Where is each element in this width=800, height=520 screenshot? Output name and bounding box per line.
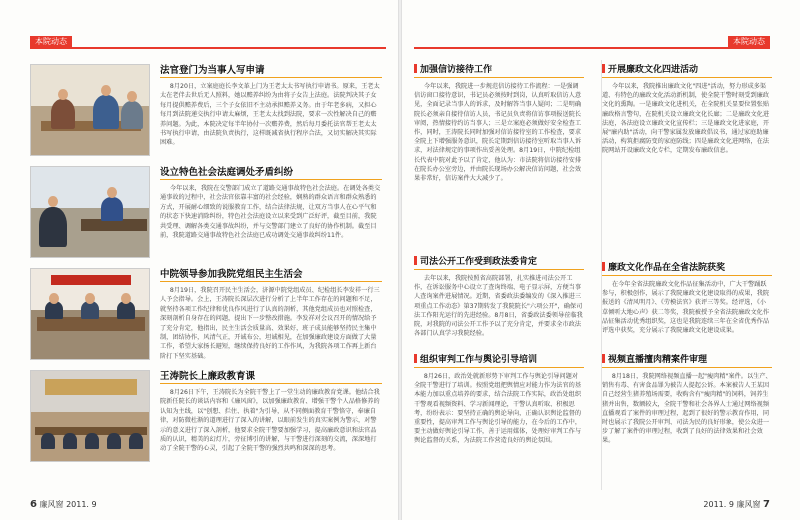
article-title: 视频直播擅肉精案件审理 [602,354,772,368]
page-number-left: 6 [30,499,37,510]
story-body: 8月20日，立案庭庭长李文革上门为王老太太书写执行申请书。原来，王老太太在老伴去世后无人照料，她以赡养纠纷为由将子女告上法庭。法院判决其子女每月提供赡养费后，三个子女依旧不主动承担赡养义务。由于年老多病，又担心每月到法院递交执行申请太麻烦，王老太太找到法院，要求一次性解决自己的赡养问题。为此，本院决定每半年协付一次赡养费，然后每月委托法官帮王老太太书写执行申请，由法院负责执行，这样既减省执行程序合法，又切实解决其实际困难。 [160,83,380,147]
publication-name: 廉风窗 [39,500,64,509]
publication-name: 廉风窗 [736,500,761,509]
article-title: 廉政文化作品在全省法院获奖 [602,262,772,276]
article-body: 去年以来，我院按照省高院部署，扎实推进司法公开工作，在诉讼服务中心设立了查询终端、电子显示屏，方便当事人查询案件进展情况。近期，省委政法委编发的《深入推进三项重点工作动态》第37期转发了我院院长"六项公开"，确保司法工作阳光运行的先进经验。8月8日，省委政法委领导莅临我院，对我院的司法公开工作予以了充分肯定，并要求全市政法各部门认真学习我院经验。 [414,275,583,338]
article-body: 今年以来，我院进一步规范信访接待工作流程：一是强调信访窗口接待意识，书记员必须按时到岗，认真听取信访人意见，全面记录当事人的诉求，及时解答当事人疑问；二是明确院长必须亲自接待信访人员，书记员负责将信访事项报送院长审阅，热情接待约访当事人；三是立案庭必须做好安全检查工作，同时，王涛院长同时加强对信访接待室的工作检查，要求全院上下增强服务意识，院长定期到信访接待室听取当事人诉求，对法律规定的事项作出妥善处理。8月19日，中院纪检组长代表中院对此予以了肯定，他认为：市法院将信访接待安排在院长办公室旁边，并由院长现场办公解决信访问题，社会效果非常好，信访案件大大减少了。 [414,83,582,183]
story-title: 王涛院长上廉政教育课 [160,370,382,384]
story-title: 设立特色社会法庭调处矛盾纠纷 [160,166,382,180]
top-rule-left [30,47,386,49]
left-page [0,0,398,520]
issue-date: 2011. 9 [703,500,734,509]
article-body: 今年以来，我院推出廉政文化"四进"活动，努力形成多渠道、有特色的廉政文化活动新机制，使全院干警时刻受到廉政文化的熏陶。一是廉政文化进机关，在全院机关显要位置张贴廉政格言警句，在院机关设立廉政文化长廊；二是廉政文化进法庭，各法庭设立廉政文化宣传栏；三是廉政文化进家庭，开展"廉内助"活动，向干警家属发放廉政倡议书，通过家庭助廉活动，构筑拒腐防变的家庭防线；四是廉政文化进网络，在法院网站开设廉政文化专栏，定期发布廉政信息。 [602,83,770,155]
story-body: 8月19日，我院召开民主生活会，济源中院党组成员、纪检组长李发祥一行三人予会指导。会上，王涛院长深层次进行分析了上半年工作存在的问题和不足，就坚持各项工作纪律和优良作风进行了认真的剖析，其他党组成员也对照检查，深刻剖析自身存在的问题，提出下一步整改措施。李发祥对会议召开的情况给予了充分肯定，他指出，民主生活会质量高、效果好，班子成员能够坚持民主集中制，团结协作，风清气正，开诚布公，坦诚相见，在加强廉政建设方面做了大量工作，希望大家扬长避短，继续保持良好的工作作风，为我院各项工作再上新台阶打下坚实基础。 [160,287,380,360]
photo-judge-writing-petition [30,64,150,156]
page-number-right: 7 [763,499,770,510]
footer-right [703,499,770,510]
article-title: 加强信访接待工作 [414,64,584,78]
photo-integrity-lecture-hall [30,370,150,462]
right-page [402,0,800,520]
photo-traffic-court-session [30,166,150,258]
section-tag-right: 本院动态 [728,36,770,48]
story-title: 中院领导参加我院党组民主生活会 [160,268,382,282]
article-title: 司法公开工作受到政法委肯定 [414,256,584,270]
article-live-broadcast [602,354,772,490]
section-tag-left: 本院动态 [30,36,72,48]
article-body: 8月26日，政治处就新形势下审判工作与舆论引导问题对全院干警进行了培训。按照党组把舆情应对能力作为法官的基本能力加以重点培养的要求，结合法院工作实际，政治处组织干警观看视频资料、学习新闻理论，干警认真听取、积极思考，纷纷表示：要坚持正确的舆论导向，正确认识舆论监督的重要性，提高审判工作与舆论引导的能力，在今后的工作中，要主动做好舆论引导工作，善于运用媒体，处理好审判工作与舆论监督的关系，为法院工作营造良好的舆论氛围。 [414,373,582,445]
story-body: 8月26日下午，王涛院长为全院干警上了一堂生动的廉政教育党课。他结合我院新任院长的谈话内容和《廉风窗》，以加强廉政教育、增强干警个人品格修养的认知为主线，以"创想、拦住、执着"为引导，从不同侧面教育干警恪守，奉廉自律，对防微杜渐的道理进行了深入的讲解，以眼前发生的真实案例为警示，对警示的意义进行了深入剖析，他要求全院干警要加强学习，提高廉政意识和法官品质的认识，精美的幻灯片，旁征博引的讲解，与干警进行深刻的交流，深深地打动了全院干警的心灵，引起了全院干警的强烈共鸣和深深的思考。 [160,389,380,453]
story-integrity-lecture [30,370,382,470]
story-title: 法官登门为当事人写申请 [160,64,382,78]
top-rule-right [414,47,770,49]
article-title: 组织审判工作与舆论引导培训 [414,354,584,368]
footer-left [30,499,97,510]
article-media-training [414,354,584,490]
article-culture-award [602,262,772,348]
issue-date: 2011. 9 [66,500,97,509]
story-body: 今年以来，我院在交警部门成立了道路交通事故特色社会法庭。在调处各类交通事故的过程中，社会法官依靠丰富的社会经验，娴熟的群众语言和群众熟悉的方式，开展耐心细致的说服教育工作，结合法律法规，让双方当事人在心平气和的状态下快速消除纠纷，特色社会法庭设立以来受到广泛好评，截至目前，我院共受理、调解各类交通事故纠纷，并与交警部门建立了良好的协作机制。截至目前，我院道路交通事故特色社会法庭已成功调处交通事故纠纷11件。 [160,185,381,240]
article-four-entries [602,64,772,254]
photo-democratic-life-meeting [30,268,150,360]
article-title: 开展廉政文化四进活动 [602,64,772,78]
article-judicial-openness [414,256,584,352]
article-body: 在今年全省法院廉政文化作品征集活动中，广大干警踊跃参与，积极创作，展示了我院廉政文化建设取得的成果，我院报送的《清风明月》、《劳模法官》获评三等奖。经评选，《小草倾听大地心声》获二等奖，我院被授予全省法院廉政文化作品征集活动优秀组织奖，这也是我院连续三年在全省优秀作品评选中获奖，充分展示了我院廉政文化建设成果。 [602,281,770,335]
story-party-meeting [30,268,382,368]
article-petition-reception [414,64,584,254]
article-body: 8月18日，我院网络视频直播一起"瘦肉精"案件。以生产、销售有毒、有害食品罪为被告人提起公诉。本案被告人王某因自己经营生猪养殖场需要，收购含有"瘦肉精"的饲料，饲养生猪并出售，数额较大，全院干警和社会各界人士通过网络视频直播观看了案件的审理过程，起到了很好的警示教育作用，同时也展示了我院公开审判、司法为民的良好形象，使公众进一步了解了案件的审理过程，收到了良好的法律效果和社会效果。 [602,373,772,445]
story-special-court [30,166,382,266]
story-petition [30,64,382,164]
